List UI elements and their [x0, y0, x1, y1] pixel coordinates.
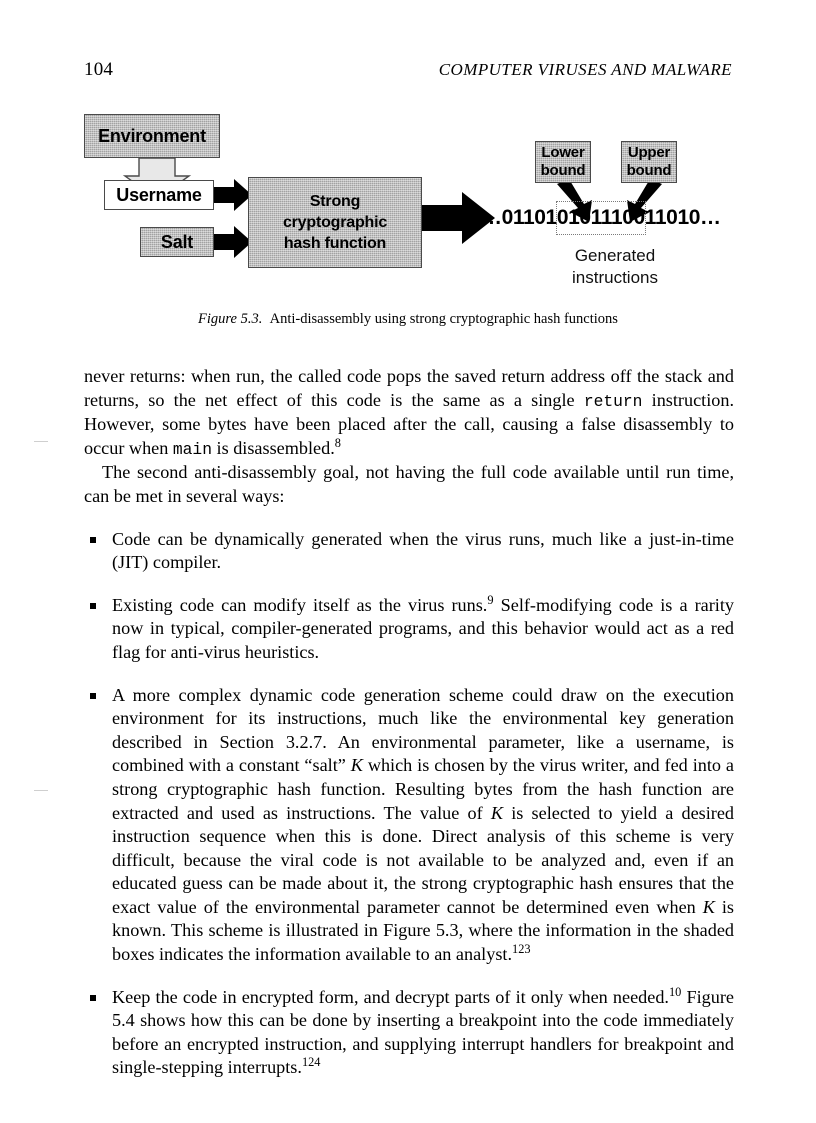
- salt-box: [140, 227, 214, 257]
- bullet-self-modifying-text-a: Existing code can modify itself as the virus runs.: [112, 594, 488, 615]
- footnote-marker-8: 8: [334, 435, 341, 450]
- bullet-encrypted-text-b: Figure 5.4 shows how this can be done by inserting a breakpoint into the code immediately before an encrypted instruction, and supplying interrupt handlers for breakpoint and single-stepping interrupts.: [112, 986, 734, 1078]
- hash-box-line-3: hash function: [283, 235, 387, 252]
- generated-instructions-label: [530, 245, 700, 289]
- hash-box-line-2: cryptographic: [282, 214, 388, 231]
- spacer: [84, 575, 734, 594]
- generated-instructions-line-1: Generated: [574, 246, 656, 265]
- bit-string-prefix: …01101: [481, 206, 557, 229]
- body-text: [84, 365, 734, 1080]
- bullet-dyn-segment-2: which is chosen by the virus writer, and fed into a strong cryptographic hash function. Resulting bytes from the hash function are extracted and used as instructions. The value of: [112, 755, 734, 823]
- bullet-dynamic-generation: [84, 684, 734, 967]
- symbol-k-1: K: [350, 755, 363, 776]
- spacer: [84, 509, 734, 528]
- hash-box-line-1: Strong: [309, 193, 361, 210]
- bullet-self-modifying: [84, 594, 734, 665]
- salt-box-label: Salt: [160, 231, 194, 252]
- para1-segment-a: never returns: when run, the called code pops the saved return address off the stack and returns, so the net effect of this code is the same as a single: [84, 366, 734, 410]
- username-box: [104, 180, 214, 210]
- bullet-jit: [84, 528, 734, 575]
- paragraph-continuation: [84, 365, 734, 461]
- running-head: [84, 58, 732, 82]
- upper-bound-box: [621, 141, 677, 183]
- bullet-encrypted-text-a: Keep the code in encrypted form, and decrypt parts of it only when needed.: [112, 986, 669, 1007]
- bit-string-boxed-segment: 01011100: [556, 201, 646, 235]
- bullet-jit-text: Code can be dynamically generated when the virus runs, much like a just-in-time (JIT) compiler.: [112, 528, 734, 573]
- symbol-k-3: K: [702, 896, 715, 917]
- bullet-encrypted: [84, 986, 734, 1080]
- para1-segment-c: is disassembled.: [211, 437, 335, 458]
- edge-scan-mark: [34, 790, 48, 791]
- book-title: COMPUTER VIRUSES AND MALWARE: [438, 60, 732, 79]
- figure-diagram: [0, 100, 816, 300]
- lower-bound-line-1: Lower: [541, 144, 585, 161]
- para2-text: The second anti-disassembly goal, not having the full code available until run time, can be met in several ways:: [84, 462, 734, 506]
- para1-segment-b: instruction. However, some bytes have been placed after the call, causing a false disassembly to occur when: [84, 389, 734, 458]
- bullet-list: [84, 528, 734, 1080]
- username-box-label: Username: [116, 184, 202, 205]
- figure-5-3: [0, 100, 816, 340]
- figure-caption-text: Anti-disassembly using strong cryptographic hash functions: [269, 311, 618, 327]
- bullet-dyn-segment-4: is known. This scheme is illustrated in Figure 5.3, where the information in the shaded boxes indicates the information available to an analyst.: [112, 896, 734, 965]
- bullet-dyn-segment-3: is selected to yield a desired instruction sequence when this is done. Direct analysis of this scheme is very difficult, because the viral code is not available to be analyzed and, even if an educated guess can be made about it, the strong cryptographic hash ensures that the exact value of the environmental parameter cannot be determined even when: [112, 802, 734, 917]
- footnote-marker-9: 9: [487, 592, 494, 607]
- lower-bound-box: [535, 141, 591, 183]
- upper-bound-line-2: bound: [626, 162, 672, 179]
- footnote-marker-10: 10: [668, 984, 682, 999]
- figure-caption-number: Figure 5.3.: [198, 311, 263, 327]
- edge-scan-mark: [34, 441, 48, 442]
- environment-box-label: Environment: [98, 125, 206, 146]
- lower-bound-line-2: bound: [540, 162, 586, 179]
- page-number: 104: [84, 59, 114, 80]
- spacer: [84, 967, 734, 986]
- bit-string: [481, 205, 721, 231]
- symbol-k-2: K: [490, 802, 504, 823]
- para1-code-main: main: [172, 439, 212, 459]
- spacer: [84, 665, 734, 684]
- generated-instructions-line-2: instructions: [572, 268, 658, 287]
- bullet-dyn-segment-1: A more complex dynamic code generation scheme could draw on the execution environment for its instructions, much like the environmental key generation described in Section 3.2.7. An environmental parameter, like a username, is combined with a constant “salt”: [112, 684, 734, 776]
- bit-string-suffix: 11010…: [644, 206, 721, 229]
- paragraph-second-goal: [84, 461, 734, 508]
- para1-code-return: return: [583, 391, 643, 411]
- footnote-marker-124: 124: [301, 1055, 321, 1070]
- footnote-marker-123: 123: [512, 942, 531, 956]
- arrow-salt-to-hash: [214, 226, 252, 258]
- arrow-username-to-hash: [214, 179, 252, 211]
- figure-caption: [84, 310, 732, 328]
- bullet-self-modifying-text-b: Self-modifying code is a rarity now in typical, compiler-generated programs, and this behavior would act as a red flag for anti-virus heuristics.: [112, 594, 734, 662]
- hash-function-box: [248, 177, 422, 268]
- environment-box: [84, 114, 220, 158]
- upper-bound-line-1: Upper: [627, 144, 671, 161]
